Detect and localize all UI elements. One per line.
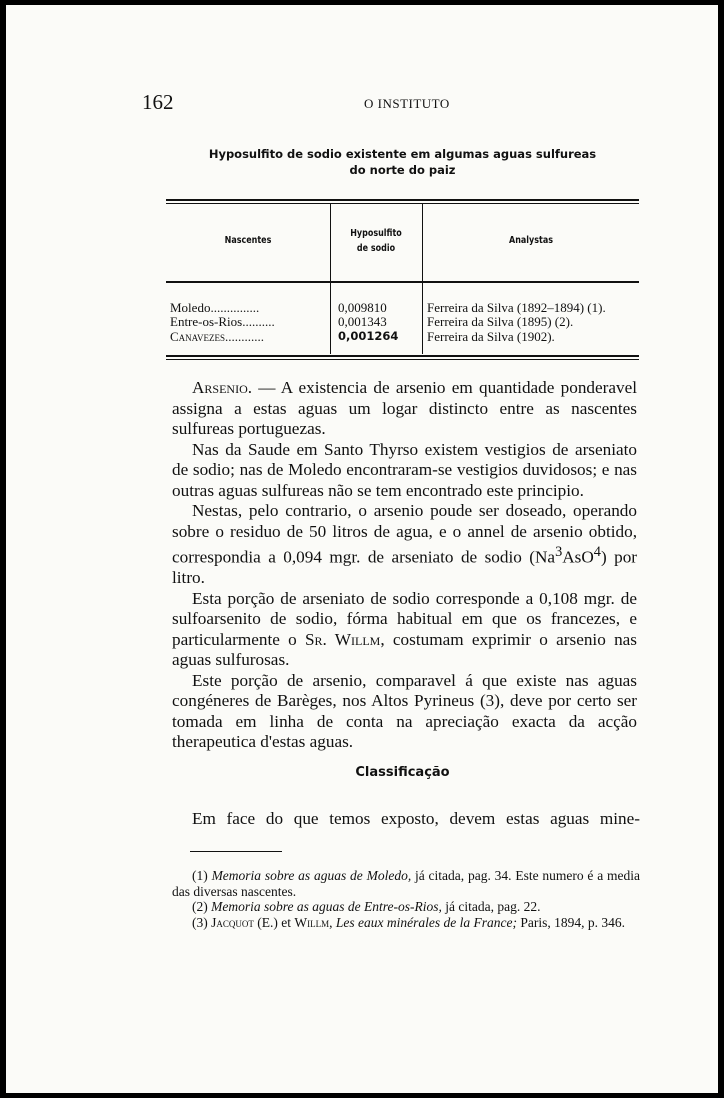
header-nascentes: Nascentes <box>224 235 272 246</box>
nascente-name: Entre-os-Rios <box>170 314 243 329</box>
footnote-mark: (1) <box>192 868 208 883</box>
footnote-mark: (3) <box>192 914 208 930</box>
header-hyposulfito <box>341 226 411 256</box>
running-title: O INSTITUTO <box>364 96 450 111</box>
person-name: Sr. Willm <box>304 629 381 649</box>
superscript: 4 <box>593 544 601 560</box>
paragraph: Nas da Saude em Santo Thyrso existem vestigios de arseniato de sodio; nas de Moledo encontraram-se vestigios duvidosos; e nas outras aguas sulfureas não se tem encontrado este principio. <box>172 439 637 500</box>
body-text <box>172 378 637 753</box>
paragraph <box>172 501 637 589</box>
analysta-cell: Ferreira da Silva (1902). <box>427 329 555 344</box>
table-title <box>166 146 639 178</box>
table-row <box>170 301 259 314</box>
footnotes <box>172 868 640 930</box>
table-row <box>170 330 264 343</box>
paragraph-text: AsO <box>562 547 594 567</box>
table-bottom-rule <box>166 359 639 360</box>
paragraph-text: Nestas, pelo contrario, o arsenio poude ser doseado, operando sobre o residuo de 50 litros de agua, e o annel de arsenio obtido, correspondia a 0,094 mgr. de arseniato de sodio (Na <box>172 501 637 567</box>
section-lead: Arsenio. <box>192 378 253 397</box>
dot-leader: ............... <box>210 300 260 315</box>
table-top-rule <box>166 203 639 204</box>
table-title-line: do norte do paiz <box>349 163 456 177</box>
paragraph-text: , costumam exprimir o arsenio nas aguas sulfurosas. <box>172 629 637 670</box>
footnote <box>172 915 640 931</box>
footnote-text: já citada, pag. 22. <box>441 899 541 914</box>
page-number: 162 <box>142 90 174 114</box>
document-page <box>6 5 718 1093</box>
footnote-title: Memoria sobre as aguas de Entre-os-Rios, <box>211 899 442 914</box>
hyposulfito-value: 0,001343 <box>338 314 387 329</box>
footnote <box>172 899 640 915</box>
closing-line: Em face do que temos exposto, devem estas aguas mine- <box>192 809 640 828</box>
footnote-text: , <box>329 914 336 930</box>
nascente-name: Canavezes <box>170 329 226 344</box>
table-header-rule <box>166 281 639 283</box>
paragraph: Este porção de arsenio, comparavel á que existe nas aguas congéneres de Barèges, nos Altos Pyrineus (3), deve por certo ser tomada em linha de conta na apreciação exacta da acção therapeutica d'estas aguas. <box>172 670 637 752</box>
table-top-rule <box>166 199 639 201</box>
header-line: Hyposulfito <box>350 228 402 239</box>
footnote-text: (E.) et <box>253 914 295 930</box>
footnote-title: Memoria sobre as aguas de Moledo, <box>211 868 412 883</box>
footnote-title: Les eaux minérales de la France; <box>335 914 517 930</box>
analysta-cell: Ferreira da Silva (1892–1894) (1). <box>427 300 606 315</box>
table-bottom-rule <box>166 355 639 357</box>
footnote-mark: (2) <box>192 899 208 914</box>
footnote-author: Willm <box>294 914 330 930</box>
hyposulfito-value: 0,009810 <box>338 300 387 315</box>
footnote <box>172 868 640 899</box>
footnote-text: já citada, pag. 34. Este numero é a media das diversas nascentes. <box>172 868 640 899</box>
header-line: de sodio <box>356 243 396 254</box>
superscript: 3 <box>555 544 563 560</box>
paragraph-text: Esta porção de arseniato de sodio corresponde a 0,108 mgr. de sulfoarsenito de sodio, fórma habitual em que os francezes, e particularmente o <box>172 588 637 649</box>
paragraph <box>172 589 637 671</box>
dot-leader: ............ <box>225 329 265 344</box>
hyposulfito-value: 0,001264 <box>338 329 399 343</box>
paragraph-text: — A existencia de arsenio em quantidade ponderavel assigna a estas aguas um logar distincto entre as nascentes sulfureas portuguezas. <box>172 378 637 438</box>
footnote-divider <box>190 851 282 852</box>
header-analystas: Analystas <box>509 235 553 246</box>
footnote-author: Jacquot <box>211 914 254 930</box>
footnote-text: Paris, 1894, p. 346. <box>516 914 625 930</box>
table-title-line: Hyposulfito de sodio existente em algumas aguas sulfureas <box>208 147 597 161</box>
paragraph-text: ) por litro. <box>172 547 638 588</box>
nascente-name: Moledo <box>170 300 211 315</box>
section-heading: Classificação <box>355 765 450 780</box>
paragraph <box>172 378 637 440</box>
table-row <box>170 315 275 328</box>
column-divider <box>330 204 331 354</box>
column-divider <box>422 204 423 354</box>
analysta-cell: Ferreira da Silva (1895) (2). <box>427 314 574 329</box>
dot-leader: .......... <box>242 314 275 329</box>
